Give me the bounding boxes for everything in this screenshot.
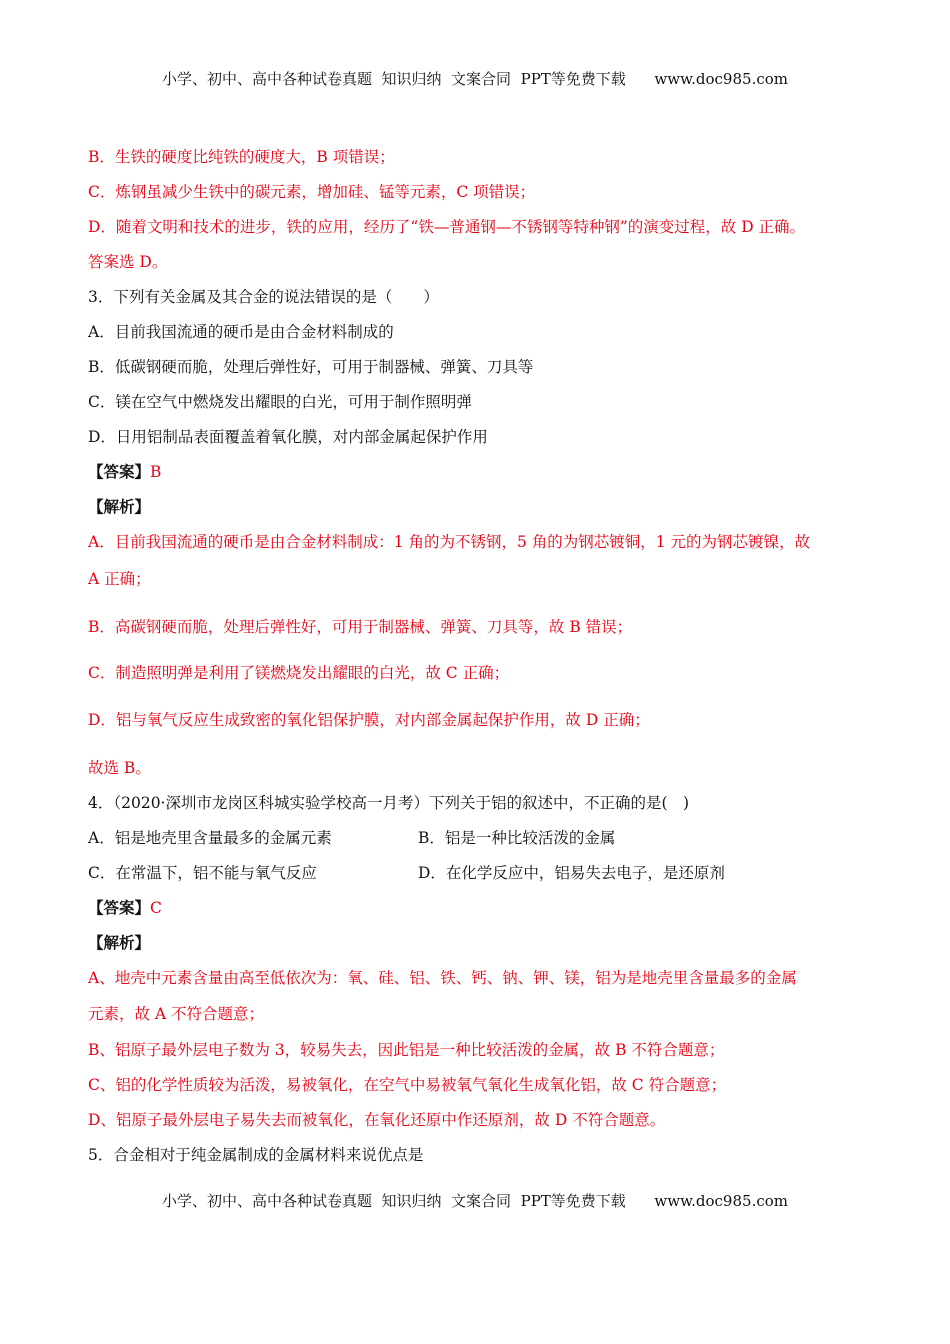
q2-conclusion: 答案选 D。: [88, 253, 168, 271]
q3-stem: 3．下列有关金属及其合金的说法错误的是（ ）: [88, 288, 439, 306]
analysis-label: 【解析】: [88, 933, 151, 952]
q3-option-d: D．日用铝制品表面覆盖着氧化膜，对内部金属起保护作用: [88, 428, 488, 446]
q3-analysis-a: A．目前我国流通的硬币是由合金材料制成：1 角的为不锈钢，5 角的为钢芯镀铜，1 元的为钢芯镀镍，故: [88, 533, 811, 551]
q3-option-b: B．低碳钢硬而脆，处理后弹性好，可用于制器械、弹簧、刀具等: [88, 358, 534, 376]
q3-answer: [88, 462, 161, 482]
q3-analysis-d: D．铝与氧气反应生成致密的氧化铝保护膜，对内部金属起保护作用，故 D 正确；: [88, 711, 650, 729]
q2-analysis-c: C．炼钢虽减少生铁中的碳元素，增加硅、锰等元素，C 项错误；: [88, 183, 536, 201]
answer-label: 【答案】: [88, 898, 151, 917]
answer-label: 【答案】: [88, 462, 151, 481]
q4-option-a: A．铝是地壳里含量最多的金属元素: [88, 829, 332, 847]
answer-value: C: [150, 899, 162, 917]
q4-analysis-a: A、地壳中元素含量由高至低依次为：氧、硅、铝、铁、钙、钠、钾、镁，铝为是地壳里含量最多的金属: [88, 969, 797, 987]
analysis-label: 【解析】: [88, 497, 151, 516]
q3-analysis-b: B．高碳钢硬而脆，处理后弹性好，可用于制器械、弹簧、刀具等，故 B 错误；: [88, 618, 633, 636]
q3-analysis-label: [88, 497, 150, 517]
q4-analysis-label: [88, 933, 150, 953]
q2-analysis-b: B．生铁的硬度比纯铁的硬度大，B 项错误；: [88, 148, 395, 166]
q4-analysis-c: C、铝的化学性质较为活泼，易被氧化，在空气中易被氧气氧化生成氧化铝，故 C 符合题意；: [88, 1076, 727, 1094]
q3-analysis-a-cont: A 正确；: [88, 570, 151, 588]
q2-analysis-d: D．随着文明和技术的进步，铁的应用，经历了“铁—普通钢—不锈钢等特种钢”的演变过程，故 D 正确。: [88, 218, 806, 236]
q3-conclusion: 故选 B。: [88, 759, 151, 777]
q4-stem: 4．（2020·深圳市龙岗区科城实验学校高一月考）下列关于铝的叙述中，不正确的是( ): [88, 794, 690, 812]
q3-option-a: A．目前我国流通的硬币是由合金材料制成的: [88, 323, 394, 341]
q4-option-d: D．在化学反应中，铝易失去电子，是还原剂: [418, 864, 725, 882]
q3-analysis-c: C．制造照明弹是利用了镁燃烧发出耀眼的白光，故 C 正确；: [88, 664, 510, 682]
page-footer: 小学、初中、高中各种试卷真题 知识归纳 文案合同 PPT等免费下载 www.doc985.com: [161, 1192, 788, 1210]
q4-analysis-b: B、铝原子最外层电子数为 3，较易失去，因此铝是一种比较活泼的金属，故 B 不符合题意；: [88, 1041, 725, 1059]
q4-answer: [88, 898, 162, 918]
q4-option-b: B．铝是一种比较活泼的金属: [418, 829, 616, 847]
q4-analysis-a-cont: 元素，故 A 不符合题意；: [88, 1005, 265, 1023]
page-header: 小学、初中、高中各种试卷真题 知识归纳 文案合同 PPT等免费下载 www.doc985.com: [161, 70, 788, 88]
q4-option-c: C．在常温下，铝不能与氧气反应: [88, 864, 317, 882]
q4-analysis-d: D、铝原子最外层电子易失去而被氧化，在氧化还原中作还原剂，故 D 不符合题意。: [88, 1111, 666, 1129]
answer-value: B: [150, 463, 162, 481]
q5-stem: 5．合金相对于纯金属制成的金属材料来说优点是: [88, 1146, 424, 1164]
q3-option-c: C．镁在空气中燃烧发出耀眼的白光，可用于制作照明弹: [88, 393, 472, 411]
